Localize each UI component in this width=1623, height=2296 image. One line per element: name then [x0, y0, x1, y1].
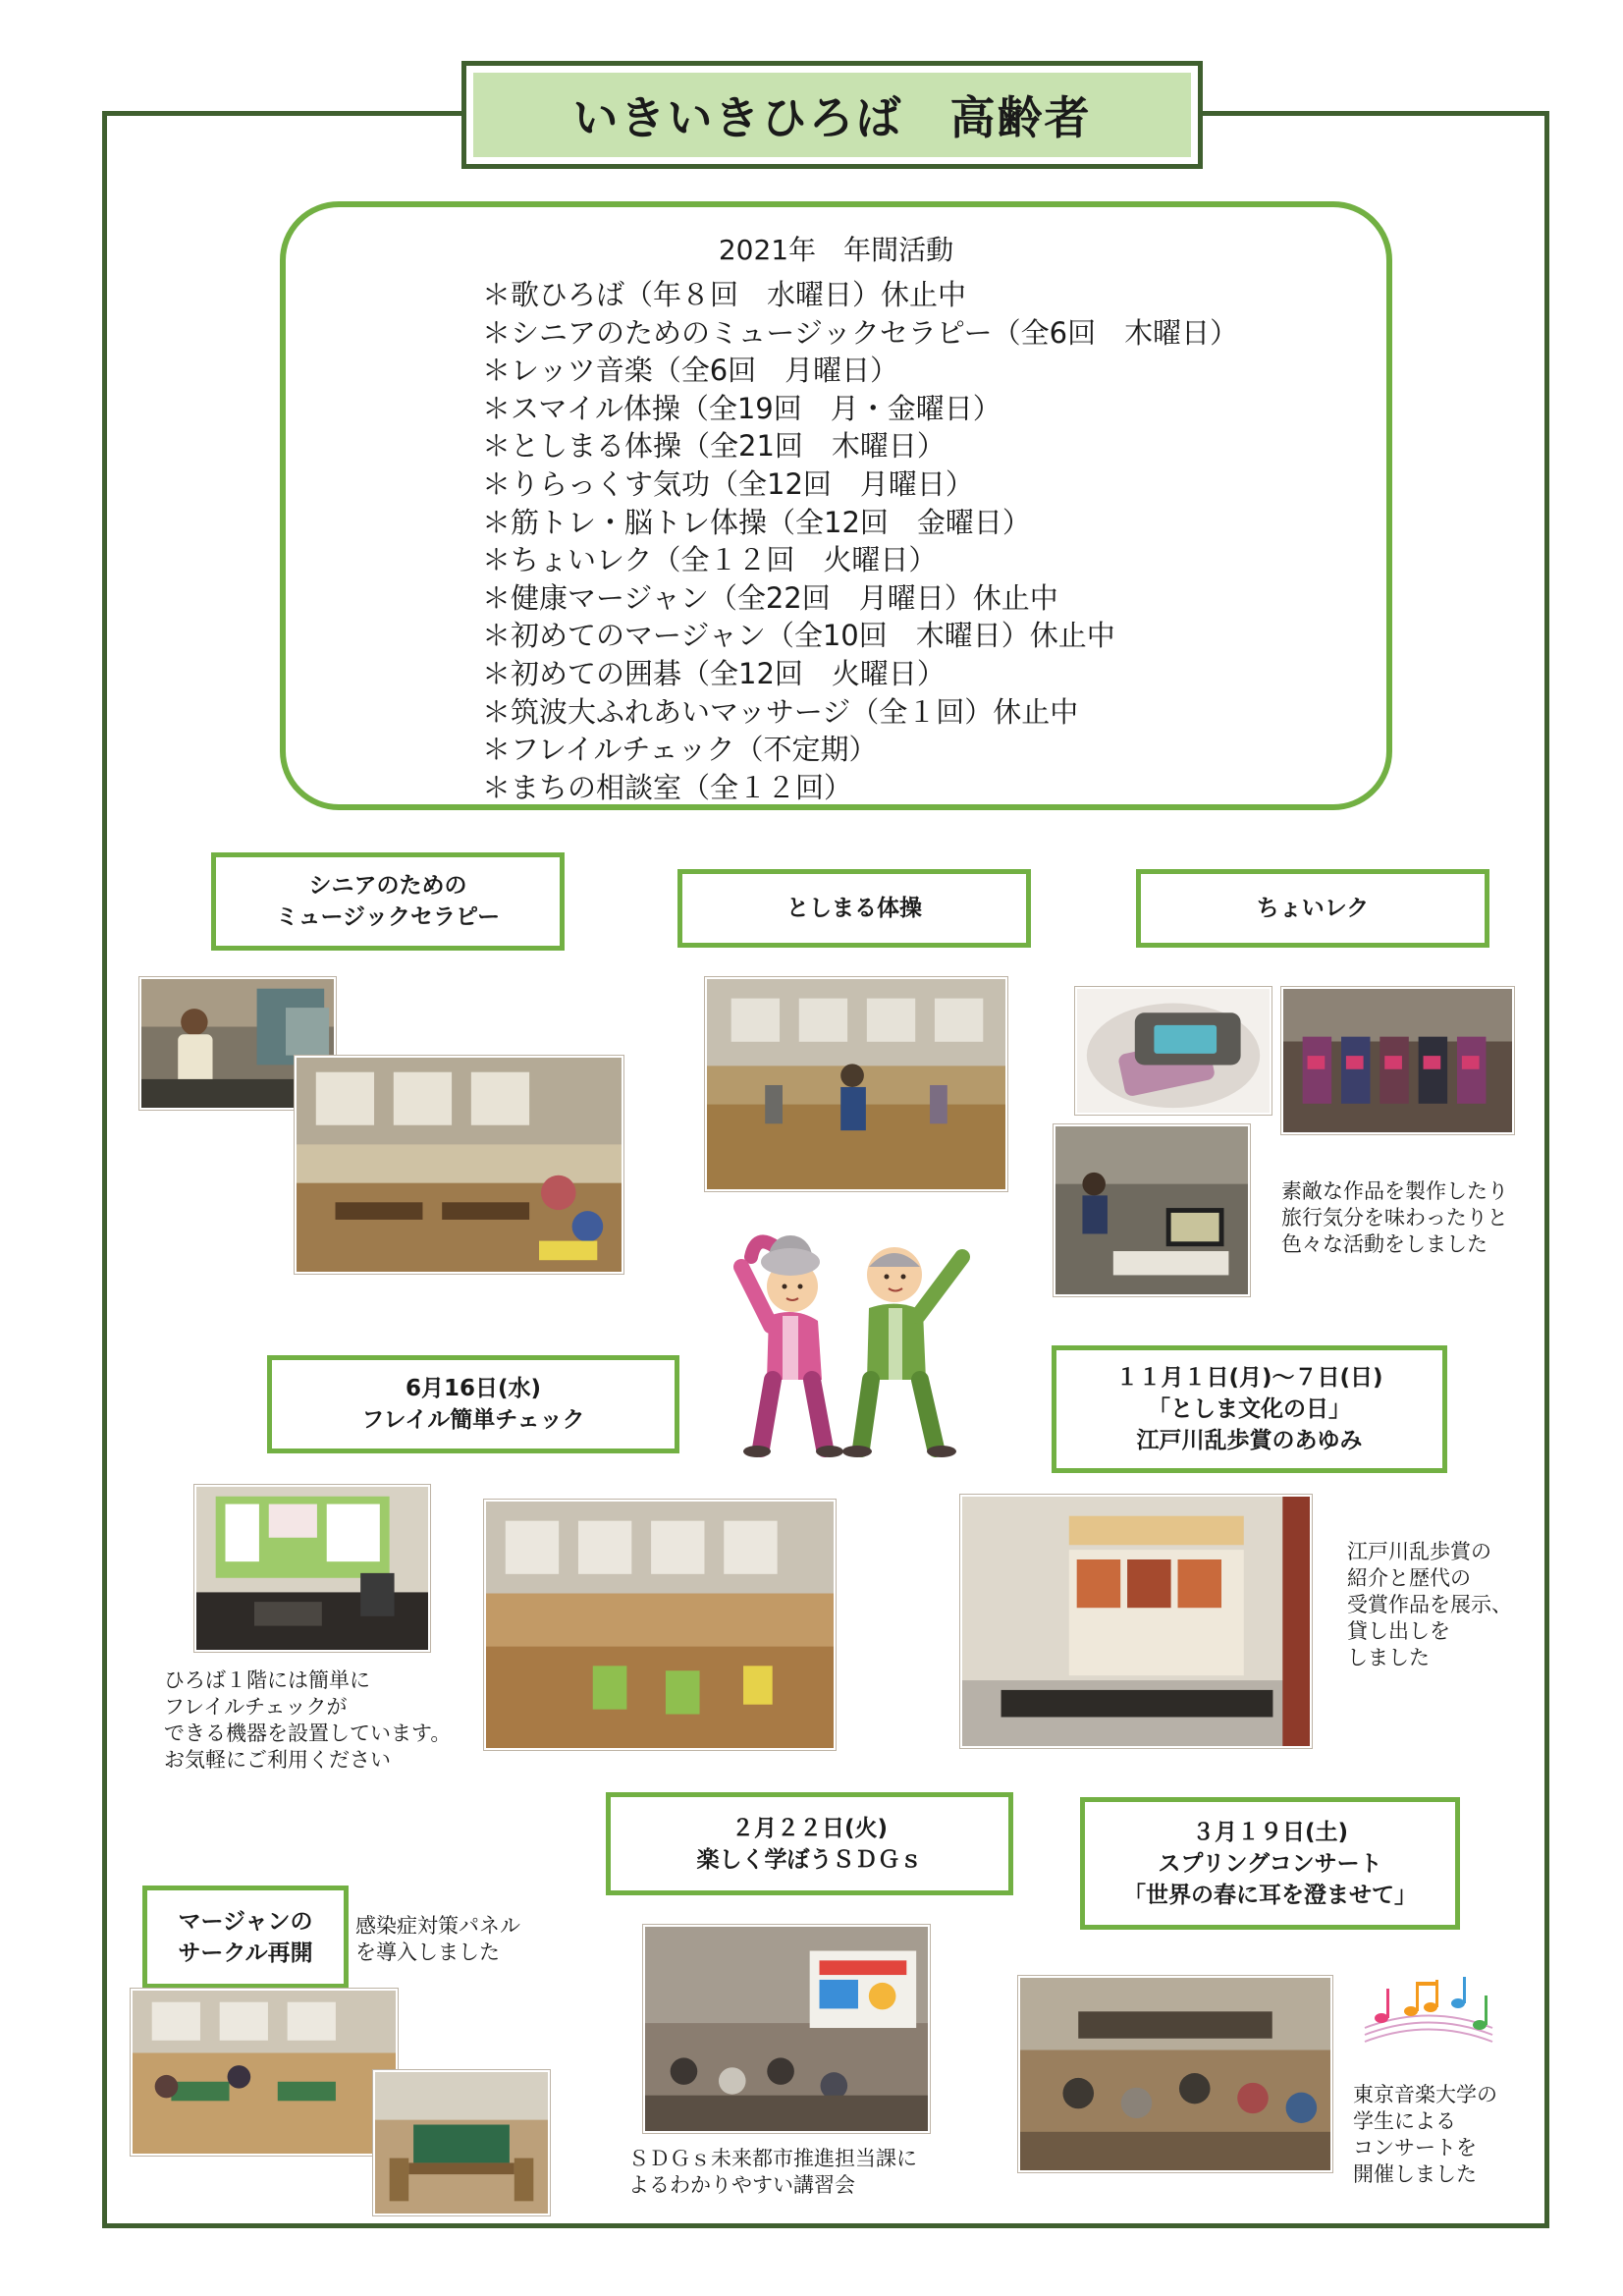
photo-choirec-craft: [1075, 987, 1271, 1115]
label-frail-check: 6月16日(水) フレイル簡単チェック: [267, 1355, 679, 1453]
list-item: ＊レッツ音楽（全6回 月曜日）: [482, 354, 899, 388]
label-mahjong: マージャンの サークル再開: [142, 1886, 349, 1989]
photo-frail-room: [484, 1500, 836, 1750]
sdgs-caption: ＳＤＧｓ未来都市推進担当課に よるわかりやすい講習会: [628, 2147, 917, 2197]
label-music-therapy: シニアのための ミュージックセラピー: [211, 852, 565, 951]
music-notes-icon: [1360, 1974, 1497, 2072]
list-item: ＊初めての囲碁（全12回 火曜日）: [482, 656, 946, 690]
frail-caption: ひろば１階には簡単に フレイルチェックが できる機器を設置しています。 お気軽にご利用ください: [164, 1668, 452, 1772]
photo-spring-concert: [1018, 1976, 1332, 2172]
label-culture-day: １１月１日(月)～７日(日) 「としま文化の日」 江戸川乱歩賞のあゆみ: [1052, 1345, 1447, 1473]
page-title: いきいきひろば 高齢者: [473, 73, 1191, 157]
concert-caption: 東京音楽大学の 学生による コンサートを 開催しました: [1353, 2083, 1497, 2186]
label-spring-concert: ３月１９日(土) スプリングコンサート 「世界の春に耳を澄ませて」: [1080, 1797, 1460, 1930]
list-item: ＊シニアのためのミュージックセラピー（全6回 木曜日）: [482, 315, 1239, 350]
photo-rampo-exhibit: [960, 1495, 1312, 1748]
label-sdgs: ２月２２日(火) 楽しく学ぼうＳＤＧｓ: [606, 1792, 1013, 1895]
annual-activities-box: [280, 201, 1392, 810]
list-item: ＊ちょいレク（全１２回 火曜日）: [482, 543, 938, 577]
photo-mahjong-room: [131, 1989, 398, 2156]
activity-list: [482, 276, 1238, 806]
mahjong-caption: 感染症対策パネル を導入しました: [355, 1914, 520, 1964]
photo-mahjong-table: [373, 2070, 550, 2215]
list-item: ＊筋トレ・脳トレ体操（全12回 金曜日）: [482, 505, 1031, 539]
photo-choirec-screen: [1054, 1124, 1250, 1296]
label-toshimaru: としまる体操: [677, 869, 1031, 948]
photo-music-therapy-room: [295, 1056, 623, 1274]
photo-toshimaru-exercise: [705, 977, 1007, 1191]
photo-choirec-group: [1281, 987, 1514, 1134]
list-item: ＊筑波大ふれあいマッサージ（全１回）休止中: [482, 694, 1079, 729]
photo-sdgs-lecture: [643, 1925, 930, 2133]
list-item: ＊としまる体操（全21回 木曜日）: [482, 429, 946, 464]
annual-activities-title: 2021年 年間活動: [718, 234, 954, 266]
list-item: ＊まちの相談室（全１２回）: [482, 770, 853, 804]
list-item: ＊スマイル体操（全19回 月・金曜日）: [482, 391, 1001, 425]
list-item: ＊健康マージャン（全22回 月曜日）休止中: [482, 580, 1058, 615]
elderly-couple-stretching-icon: [702, 1218, 987, 1463]
culture-caption: 江戸川乱歩賞の 紹介と歴代の 受賞作品を展示、 貸し出しを しました: [1347, 1540, 1512, 1669]
list-item: ＊りらっくす気功（全12回 月曜日）: [482, 466, 974, 501]
title-box: [461, 61, 1203, 169]
list-item: ＊フレイルチェック（不定期）: [482, 733, 878, 767]
list-item: ＊歌ひろば（年８回 水曜日）休止中: [482, 278, 967, 311]
label-choirec: ちょいレク: [1136, 869, 1489, 948]
list-item: ＊初めてのマージャン（全10回 木曜日）休止中: [482, 619, 1115, 653]
photo-frail-equipment: [194, 1485, 430, 1652]
choirec-caption: 素敵な作品を製作したり 旅行気分を味わったりと 色々な活動をしました: [1281, 1179, 1508, 1256]
